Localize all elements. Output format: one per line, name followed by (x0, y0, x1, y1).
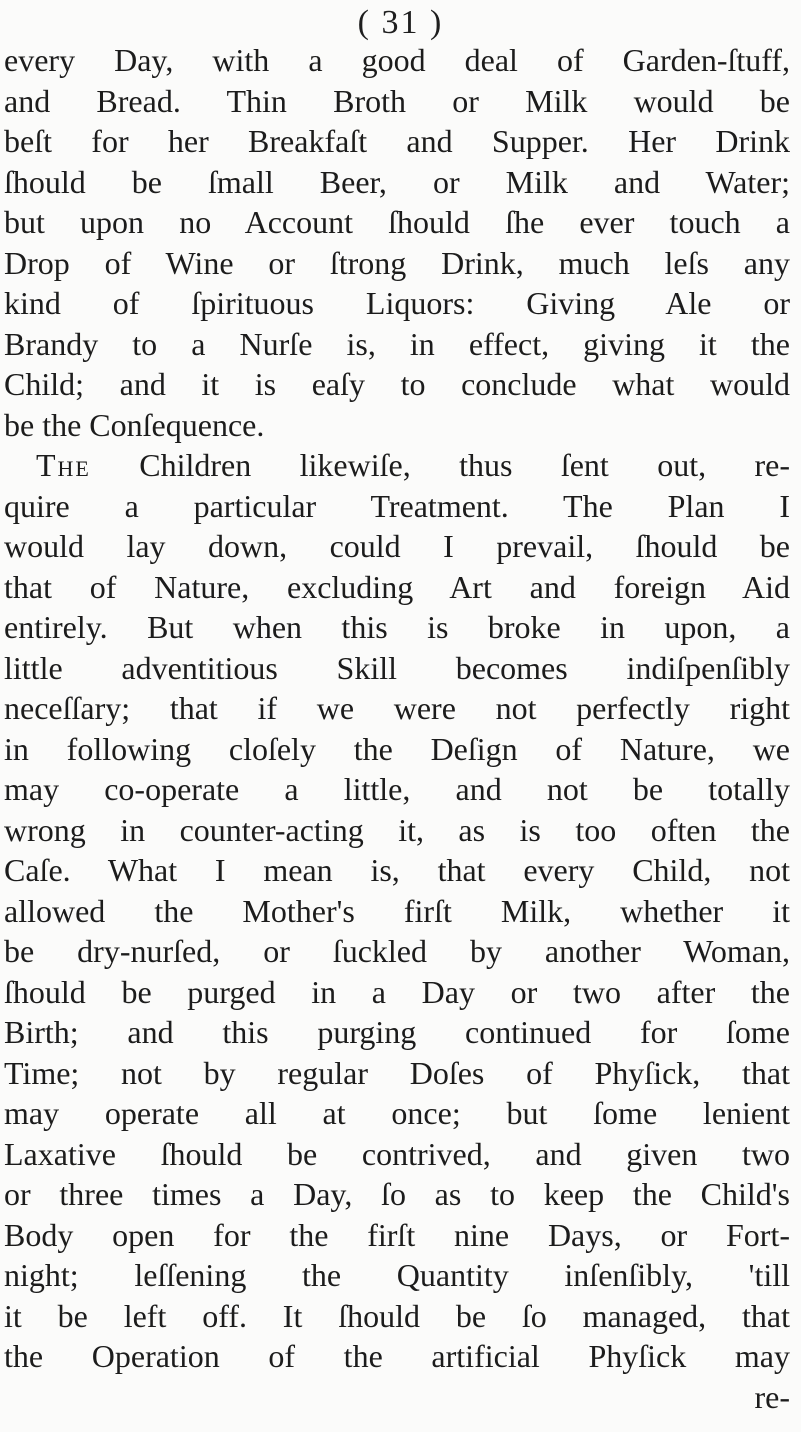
text-line (4, 405, 790, 445)
line-text: beſt for her Breakfaſt and Supper. Her Drink (4, 123, 790, 159)
line-text: wrong in counter-acting it, as is too often the (4, 811, 790, 848)
line-text: neceſſary; that if we were not perfectly right (4, 690, 790, 726)
line-text: Child; and it is eaſy to conclude what would (4, 366, 790, 402)
page-number: ( 31 ) (357, 4, 444, 41)
line-text: Caſe. What I mean is, that every Child, not (4, 852, 790, 888)
line-text: the Operation of the artificial Phyſick may (4, 1338, 790, 1374)
line-text: night; leſſening the Quantity inſenſibly, 'till (4, 1257, 790, 1293)
line-text: ſhould be purged in a Day or two after the (4, 973, 790, 1010)
text-line (600, 1377, 790, 1417)
text-line (4, 1336, 790, 1376)
line-text: Brandy to a Nurſe is, in effect, giving it the (4, 325, 790, 362)
line-text: Birth; and this purging continued for ſome (4, 1014, 790, 1050)
line-text: Children likewiſe, thus ſent out, re- (90, 447, 790, 483)
line-text: Body open for the firſt nine Days, or Fort- (4, 1216, 790, 1253)
text-line (4, 1174, 790, 1214)
text-line (4, 688, 790, 728)
text-line (4, 607, 790, 647)
line-text: in following cloſely the Deſign of Nature, we (4, 730, 790, 767)
text-line (4, 324, 790, 364)
line-text: that of Nature, excluding Art and foreign Aid (4, 568, 790, 605)
paragraph-lead-word: The (36, 447, 91, 483)
text-line (4, 567, 790, 607)
text-line (4, 81, 790, 121)
text-line (4, 1093, 790, 1133)
text-line (4, 202, 790, 242)
text-line (4, 162, 790, 202)
text-line (4, 810, 790, 850)
text-line (4, 1053, 790, 1093)
text-line (4, 891, 790, 931)
line-text: re- (754, 1378, 790, 1415)
line-text: be dry-nurſed, or ſuckled by another Woman, (4, 933, 790, 969)
text-line (4, 1296, 790, 1336)
text-line (4, 648, 790, 688)
text-line (4, 1215, 790, 1255)
line-text: Laxative ſhould be contrived, and given two (4, 1135, 790, 1172)
text-line (4, 1012, 790, 1052)
line-text: kind of ſpirituous Liquors: Giving Ale or (4, 285, 790, 321)
text-line (4, 1134, 790, 1174)
line-text: Drop of Wine or ſtrong Drink, much leſs any (4, 244, 790, 281)
line-text: every Day, with a good deal of Garden-ſtuff, (4, 42, 790, 78)
text-line (4, 364, 790, 404)
text-line (4, 850, 790, 890)
text-line (4, 972, 790, 1012)
line-text: would lay down, could I prevail, ſhould be (4, 528, 790, 564)
line-text: may operate all at once; but ſome lenient (4, 1095, 790, 1131)
text-line (4, 40, 790, 80)
text-line (4, 121, 790, 161)
text-line (4, 729, 790, 769)
line-text: and Bread. Thin Broth or Milk would be (4, 82, 790, 119)
line-text: allowed the Mother's firſt Milk, whether it (4, 892, 790, 929)
line-text: be the Conſequence. (4, 406, 265, 443)
text-line (4, 243, 790, 283)
line-text: little adventitious Skill becomes indiſpenſibly (4, 649, 790, 686)
line-text: quire a particular Treatment. The Plan I (4, 487, 790, 524)
line-text: or three times a Day, ſo as to keep the Child's (4, 1176, 790, 1212)
text-line (4, 769, 790, 809)
text-line (4, 486, 790, 526)
line-text: entirely. But when this is broke in upon, a (4, 609, 790, 645)
text-line (4, 1255, 790, 1295)
line-text: but upon no Account ſhould ſhe ever touch a (4, 204, 790, 240)
line-text: it be left off. It ſhould be ſo managed, that (4, 1297, 790, 1334)
text-line (4, 526, 790, 566)
text-line (4, 931, 790, 971)
line-text: may co-operate a little, and not be totally (4, 771, 790, 807)
line-text: Time; not by regular Doſes of Phyſick, that (4, 1054, 790, 1091)
text-line (4, 283, 790, 323)
text-line (36, 445, 790, 485)
line-text: ſhould be ſmall Beer, or Milk and Water; (4, 163, 790, 200)
